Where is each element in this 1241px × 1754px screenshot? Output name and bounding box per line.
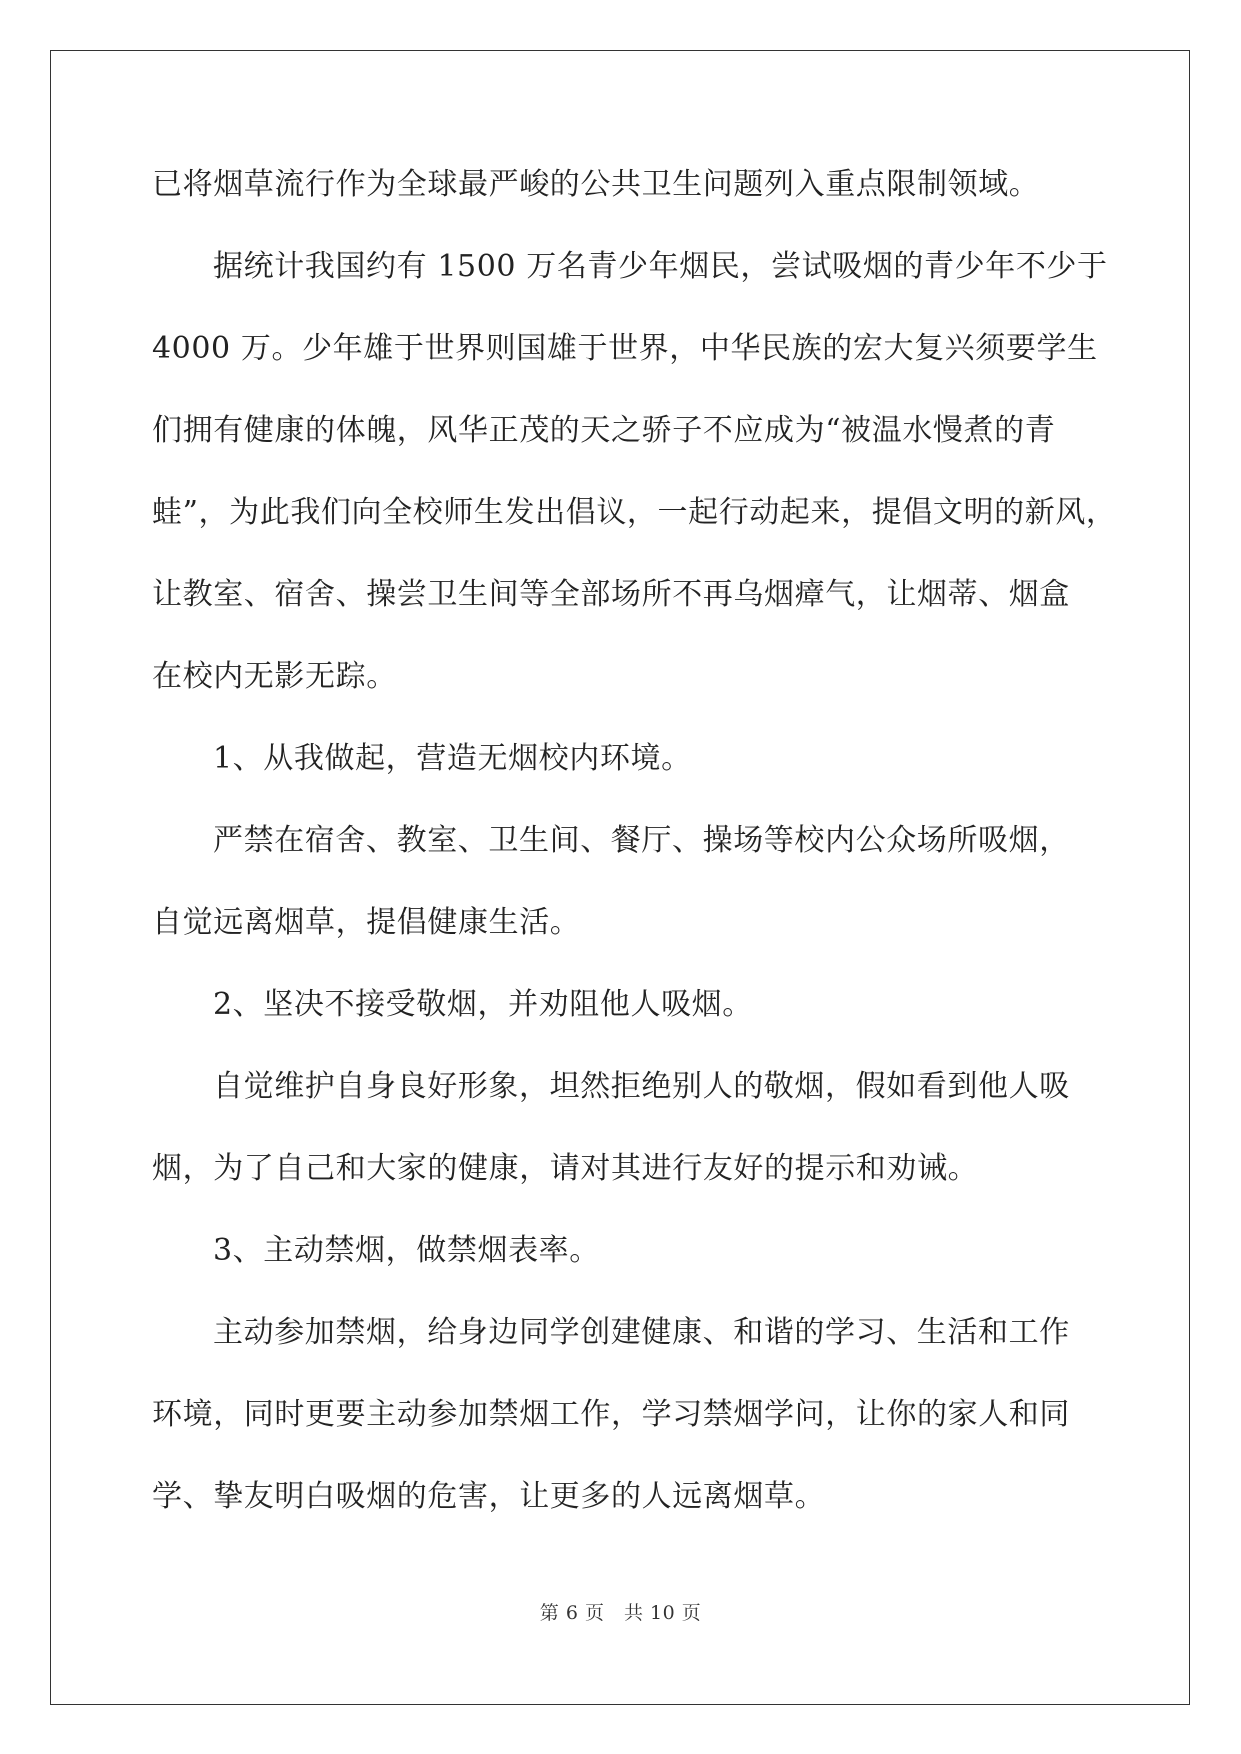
document-body — [152, 144, 1117, 1538]
text-line: 严禁在宿舍、教室、卫生间、餐厅、操场等校内公众场所吸烟， — [213, 823, 1070, 858]
text-line: 在校内无影无踪。 — [152, 659, 397, 694]
text-line: 蛙”，为此我们向全校师生发出倡议，一起行动起来，提倡文明的新风， — [152, 495, 1117, 530]
text-line: 们拥有健康的体魄，风华正茂的天之骄子不应成为“被温水慢煮的青 — [152, 413, 1056, 448]
text-line: 已将烟草流行作为全球最严峻的公共卫生问题列入重点限制领域。 — [152, 167, 1040, 202]
text-line: 自觉维护自身良好形象，坦然拒绝别人的敬烟，假如看到他人吸 — [213, 1069, 1070, 1104]
text-line: 4000 万。少年雄于世界则国雄于世界，中华民族的宏大复兴须要学生 — [152, 331, 1098, 366]
text-line: 环境，同时更要主动参加禁烟工作，学习禁烟学问，让你的家人和同 — [152, 1397, 1070, 1432]
text-line: 学、挚友明白吸烟的危害，让更多的人远离烟草。 — [152, 1479, 826, 1514]
list-heading-1: 1、从我做起，营造无烟校内环境。 — [213, 741, 692, 776]
list-heading-3: 3、主动禁烟，做禁烟表率。 — [213, 1233, 600, 1268]
text-line: 烟，为了自己和大家的健康，请对其进行友好的提示和劝诫。 — [152, 1151, 979, 1186]
text-line: 主动参加禁烟，给身边同学创建健康、和谐的学习、生活和工作 — [213, 1315, 1070, 1350]
text-line: 让教室、宿舍、操尝卫生间等全部场所不再乌烟瘴气，让烟蒂、烟盒 — [152, 577, 1070, 612]
page-number-footer: 第 6 页 共 10 页 — [539, 1602, 702, 1624]
text-line: 自觉远离烟草，提倡健康生活。 — [152, 905, 581, 940]
list-heading-2: 2、坚决不接受敬烟，并劝阻他人吸烟。 — [213, 987, 753, 1022]
text-line: 据统计我国约有 1500 万名青少年烟民，尝试吸烟的青少年不少于 — [213, 249, 1108, 284]
